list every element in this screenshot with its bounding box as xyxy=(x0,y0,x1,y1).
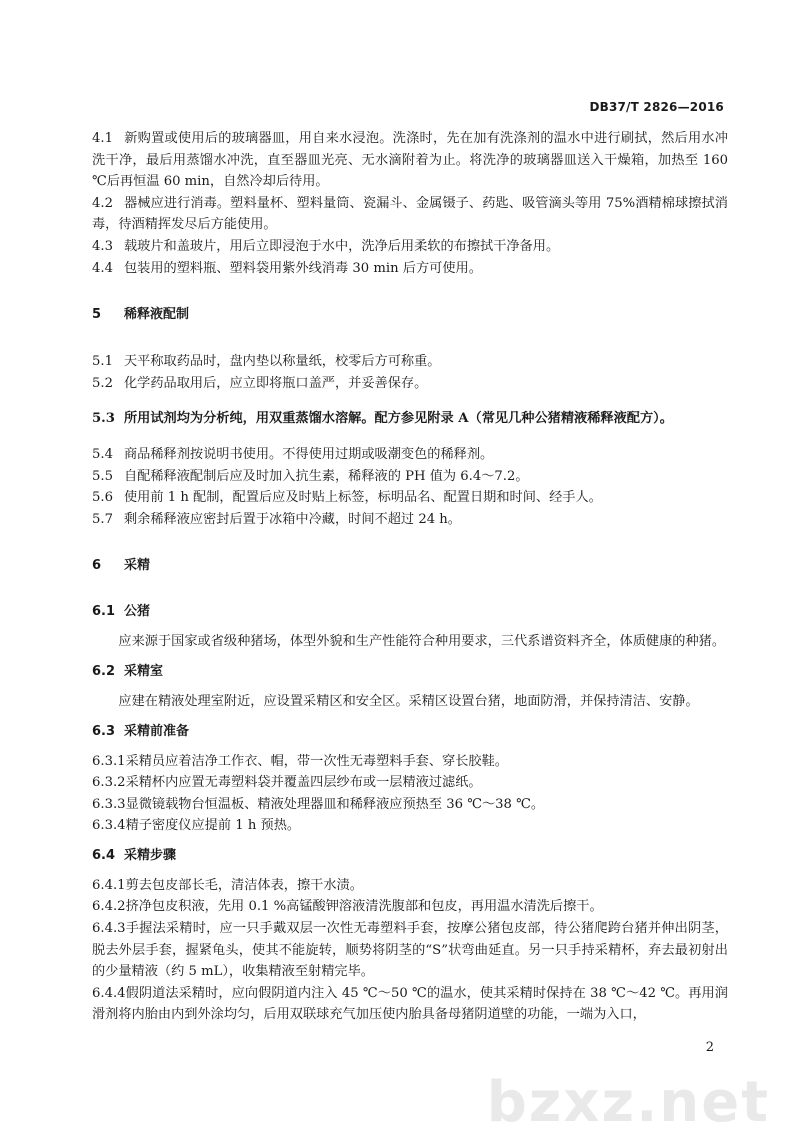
section-heading xyxy=(92,662,728,682)
spacer xyxy=(92,325,728,351)
clause-number: 4.4 xyxy=(92,260,113,276)
document-body xyxy=(92,128,728,1026)
clause-text: 包装用的塑料瓶、塑料袋用紫外线消毒 30 min 后方可使用。 xyxy=(124,260,482,276)
clause-number: 5.3 xyxy=(92,411,115,427)
spacer xyxy=(92,653,728,662)
clause-text: 商品稀释剂按说明书使用。不得使用过期或吸潮变色的稀释剂。 xyxy=(124,446,494,462)
clause-text: 挤净包皮积液，先用 0.1 %高锰酸钾溶液清洗腹部和包皮，再用温水清洗后擦干。 xyxy=(125,899,603,915)
clause-paragraph xyxy=(92,794,728,816)
section-title: 采精前准备 xyxy=(124,723,190,739)
spacer xyxy=(92,394,728,408)
clause-number: 4.3 xyxy=(92,238,113,254)
spacer xyxy=(92,622,728,631)
clause-paragraph xyxy=(92,128,728,193)
clause-number: 5.2 xyxy=(92,375,113,391)
clause-paragraph xyxy=(92,691,728,713)
clause-paragraph xyxy=(92,351,728,373)
clause-text: 所用试剂均为分析纯，用双重蒸馏水溶解。配方参见附录 A（常见几种公猪精液稀释液配方）。 xyxy=(124,411,673,427)
clause-paragraph xyxy=(92,815,728,837)
clause-text: 化学药品取用后，应立即将瓶口盖严，并妥善保存。 xyxy=(124,375,428,391)
section-number: 6.1 xyxy=(92,604,116,620)
spacer xyxy=(92,742,728,751)
clause-number: 6.3.1 xyxy=(92,753,126,769)
spacer xyxy=(92,430,728,444)
clause-paragraph xyxy=(92,772,728,794)
clause-paragraph xyxy=(92,751,728,773)
section-heading xyxy=(92,556,728,576)
clause-text: 应来源于国家或省级种猪场，体型外貌和生产性能符合种用要求，三代系谱资料齐全，体质健康的种猪。 xyxy=(118,634,726,650)
clause-text: 精子密度仪应提前 1 h 预热。 xyxy=(125,818,301,834)
document-code: DB37/T 2826—2016 xyxy=(589,100,724,114)
clause-paragraph xyxy=(92,918,728,983)
clause-number: 5.4 xyxy=(92,446,113,462)
section-heading xyxy=(92,305,728,325)
clause-number: 6.3.3 xyxy=(92,796,126,812)
clause-number: 5.7 xyxy=(92,511,113,527)
spacer xyxy=(92,713,728,722)
clause-text: 采精杯内应置无毒塑料袋并覆盖四层纱布或一层精液过滤纸。 xyxy=(125,775,482,791)
section-number: 6 xyxy=(92,558,102,574)
clause-text: 新购置或使用后的玻璃器皿，用自来水浸泡。洗涤时，先在加有洗涤剂的温水中进行刷拭，然后用水冲洗干净，最后用蒸馏水冲洗，直至器皿光亮、无水滴附着为止。将洗净的玻璃器皿送入干燥箱，加热至 160 ℃后再恒温 60 min，自然冷却后待用。 xyxy=(92,131,728,190)
clause-text: 载玻片和盖玻片，用后立即浸泡于水中，洗净后用柔软的布擦拭干净备用。 xyxy=(124,238,560,254)
spacer xyxy=(92,576,728,602)
section-title: 采精步骤 xyxy=(124,847,177,863)
clause-text: 显微镜载物台恒温板、精液处理器皿和稀释液应预热至 36 ℃～38 ℃。 xyxy=(125,796,545,812)
clause-text: 自配稀释液配制后应及时加入抗生素，稀释液的 PH 值为 6.4～7.2。 xyxy=(124,468,529,484)
clause-number: 6.4.1 xyxy=(92,877,126,893)
clause-number: 4.1 xyxy=(92,131,113,146)
clause-paragraph xyxy=(92,408,728,430)
section-heading xyxy=(92,602,728,622)
clause-paragraph xyxy=(92,466,728,488)
clause-number: 6.4.4 xyxy=(92,985,126,1001)
clause-number: 5.6 xyxy=(92,490,113,506)
clause-text: 使用前 1 h 配制，配置后应及时贴上标签，标明品名、配置日期和时间、经手人。 xyxy=(124,490,602,506)
clause-paragraph xyxy=(92,983,728,1026)
section-heading xyxy=(92,846,728,866)
clause-number: 6.3.4 xyxy=(92,818,126,834)
clause-number: 6.4.2 xyxy=(92,899,126,915)
section-title: 采精 xyxy=(124,558,151,574)
section-number: 6.4 xyxy=(92,847,116,863)
clause-paragraph xyxy=(92,258,728,280)
clause-paragraph xyxy=(92,509,728,531)
clause-number: 6.4.3 xyxy=(92,921,126,937)
clause-paragraph xyxy=(92,487,728,509)
spacer xyxy=(92,530,728,556)
spacer xyxy=(92,682,728,691)
clause-number: 5.1 xyxy=(92,354,113,370)
clause-paragraph xyxy=(92,896,728,918)
spacer xyxy=(92,279,728,305)
section-title: 采精室 xyxy=(124,663,164,679)
clause-text: 假阴道法采精时，应向假阴道内注入 45 ℃～50 ℃的温水，使其采精时保持在 38 ℃～42 ℃。再用润滑剂将内胎由内到外涂均匀，后用双联球充气加压使内胎具备母猪阴道壁的功能，一端为入口， xyxy=(92,985,728,1023)
clause-text: 天平称取药品时，盘内垫以称量纸，校零后方可称重。 xyxy=(124,354,441,370)
section-number: 6.2 xyxy=(92,663,116,679)
clause-number: 5.5 xyxy=(92,468,113,484)
section-title: 稀释液配制 xyxy=(124,307,190,323)
clause-number: 6.3.2 xyxy=(92,775,126,791)
clause-text: 手握法采精时，应一只手戴双层一次性无毒塑料手套，按摩公猪包皮部，待公猪爬跨台猪并伸出阴茎，脱去外层手套，握紧龟头，使其不能旋转，顺势将阴茎的“S”状弯曲延直。另一只手持采精杯，弃去最初射出的少量精液（约 5 mL），收集精液至射精完毕。 xyxy=(92,921,728,980)
clause-text: 剩余稀释液应密封后置于冰箱中冷藏，时间不超过 24 h。 xyxy=(124,511,461,527)
spacer xyxy=(92,837,728,846)
section-number: 5 xyxy=(92,307,102,323)
clause-paragraph xyxy=(92,373,728,395)
clause-paragraph xyxy=(92,631,728,653)
section-title: 公猪 xyxy=(124,604,151,620)
clause-paragraph xyxy=(92,236,728,258)
clause-number: 4.2 xyxy=(92,195,113,211)
clause-text: 剪去包皮部长毛，清洁体表，擦干水渍。 xyxy=(125,877,363,893)
watermark: bzxz.net xyxy=(486,1070,770,1135)
clause-text: 器械应进行消毒。塑料量杯、塑料量筒、瓷漏斗、金属镊子、药匙、吸管滴头等用 75%酒精棉球擦拭消毒，待酒精挥发尽后方能使用。 xyxy=(92,195,728,233)
clause-text: 应建在精液处理室附近，应设置采精区和安全区。采精区设置台猪，地面防滑，并保持清洁、安静。 xyxy=(118,693,699,709)
spacer xyxy=(92,866,728,875)
clause-paragraph xyxy=(92,444,728,466)
section-number: 6.3 xyxy=(92,723,116,739)
clause-text: 采精员应着洁净工作衣、帽，带一次性无毒塑料手套、穿长胶鞋。 xyxy=(125,753,508,769)
section-heading xyxy=(92,722,728,742)
page-number: 2 xyxy=(705,1040,714,1055)
clause-paragraph xyxy=(92,193,728,236)
clause-paragraph xyxy=(92,875,728,897)
